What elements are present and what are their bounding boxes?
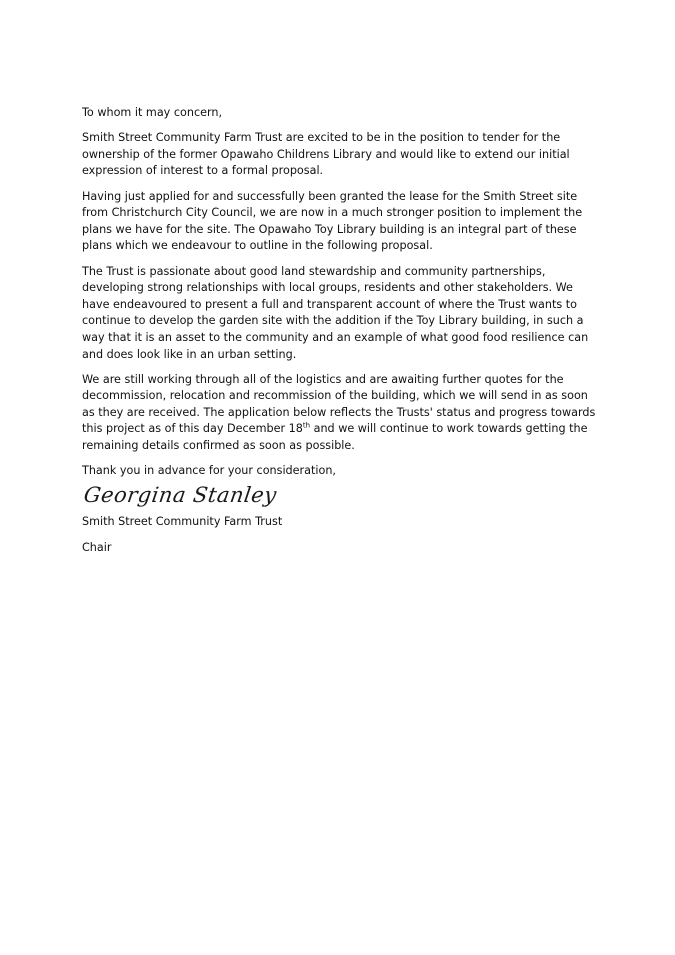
closing-line: Thank you in advance for your consideration,	[82, 464, 336, 478]
paragraph-logistics	[82, 372, 602, 455]
paragraph-logistics-part1: We are still working through all of the logistics and are awaiting further quotes for the decommission, relocation and recommission of the building, which we will send in as soon as they are received. The application below reflects the Trusts' status and progress towards this project as of this day December 18	[82, 372, 596, 436]
paragraph-logistics-part2: and we will continue to work towards getting the remaining details confirmed as soon as possible.	[82, 422, 588, 453]
signatory-role: Chair	[82, 540, 112, 554]
paragraph-intro: Smith Street Community Farm Trust are excited to be in the position to tender for the ownership of the former Opawaho Childrens Library and would like to extend our initial expression of interest to a formal proposal.	[82, 131, 570, 178]
signature: Georgina Stanley	[82, 482, 279, 507]
letter-body	[82, 105, 602, 565]
salutation: To whom it may concern,	[82, 106, 223, 119]
paragraph-stewardship: The Trust is passionate about good land stewardship and community partnerships, developing strong relationships with local groups, residents and other stakeholders. We have endeavoured to present a full and transparent account of where the Trust wants to continue to develop the garden site with the addition if the Toy Library building, in such a way that it is an asset to the community and an example of what good food resilience can and does look like in an urban setting.	[82, 264, 589, 361]
ordinal-suffix: th	[302, 421, 311, 430]
paragraph-lease: Having just applied for and successfully been granted the lease for the Smith Street site from Christchurch City Council, we are now in a much stronger position to implement the plans we have for the site. The Opawaho Toy Library building is an integral part of these plans which we endeavour to outline in the following proposal.	[82, 189, 583, 253]
signatory-organization: Smith Street Community Farm Trust	[82, 514, 283, 528]
